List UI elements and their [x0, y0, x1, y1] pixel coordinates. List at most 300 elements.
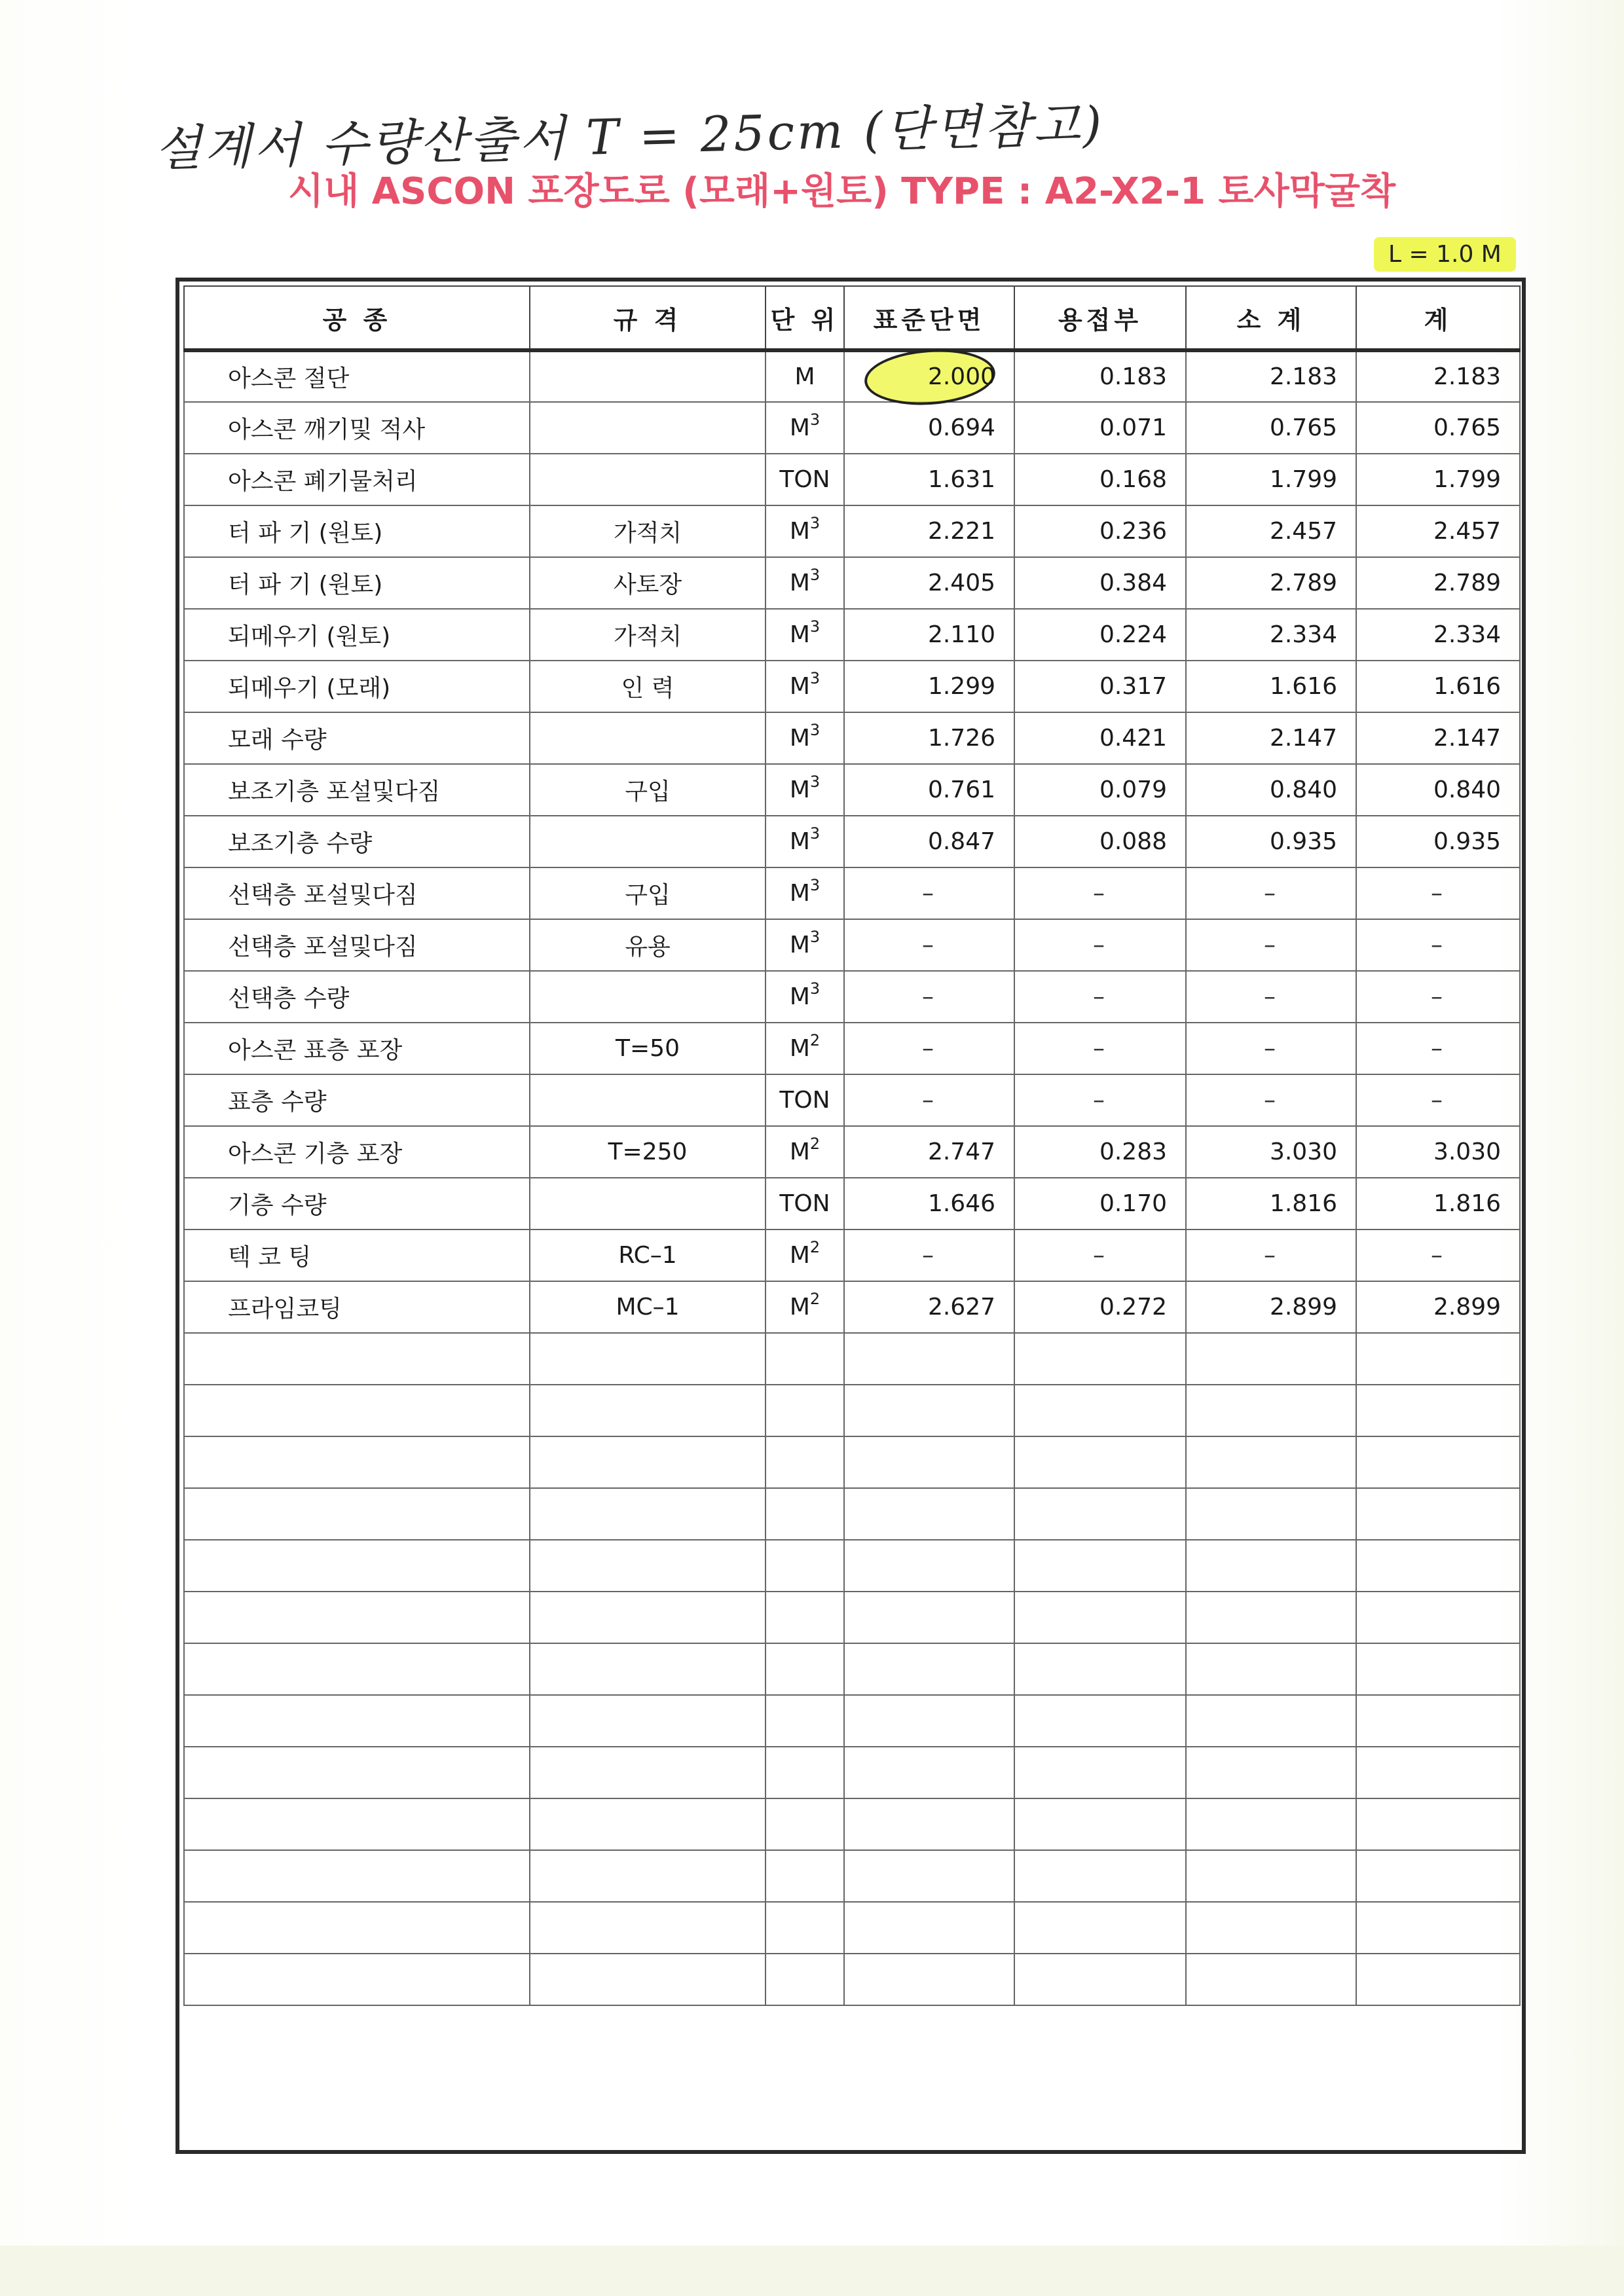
empty-table-row [184, 1643, 1520, 1695]
cell-unit [766, 661, 844, 712]
cell-total: – [1356, 1023, 1520, 1074]
empty-cell [1014, 1385, 1186, 1436]
empty-cell [1014, 1333, 1186, 1385]
cell-work-type: 보조기층 수량 [184, 816, 530, 867]
cell-spec [530, 1074, 766, 1126]
cell-unit [766, 816, 844, 867]
marked-value: 2.000 [927, 363, 995, 390]
cell-spec: 구입 [530, 764, 766, 816]
empty-cell [1014, 1902, 1186, 1954]
empty-cell [1014, 1850, 1186, 1902]
empty-cell [1014, 1798, 1186, 1850]
unit-exponent: 3 [809, 721, 821, 739]
header-work-type: 공 종 [184, 286, 530, 350]
cell-total: 2.457 [1356, 505, 1520, 557]
cell-work-type: 터 파 기 (원토) [184, 505, 530, 557]
cell-joint: 0.384 [1014, 557, 1186, 609]
page-title: 시내 ASCON 포장도로 (모래+원토) TYPE : A2-X2-1 토사막굴착 [288, 170, 1396, 213]
empty-cell [184, 1592, 530, 1643]
empty-cell [1356, 1695, 1520, 1747]
empty-cell [184, 1333, 530, 1385]
empty-cell [1014, 1643, 1186, 1695]
cell-unit [766, 402, 844, 454]
cell-standard-section: 1.631 [844, 454, 1014, 505]
cell-joint: 0.272 [1014, 1281, 1186, 1333]
cell-unit [766, 867, 844, 919]
cell-unit [766, 764, 844, 816]
empty-cell [844, 1385, 1014, 1436]
cell-joint: – [1014, 867, 1186, 919]
cell-spec: T=50 [530, 1023, 766, 1074]
cell-subtotal: 0.935 [1186, 816, 1356, 867]
unit-text: M [789, 1242, 810, 1269]
unit-text: M [794, 363, 815, 390]
cell-standard-section: 1.646 [844, 1178, 1014, 1230]
empty-cell [1356, 1385, 1520, 1436]
cell-total: – [1356, 1074, 1520, 1126]
unit-exponent: 3 [809, 410, 821, 429]
unit-text: M [789, 880, 810, 907]
cell-joint: – [1014, 919, 1186, 971]
table-row [184, 1126, 1520, 1178]
cell-work-type: 텍 코 팅 [184, 1230, 530, 1281]
cell-total: 0.935 [1356, 816, 1520, 867]
table-row [184, 919, 1520, 971]
unit-exponent: 3 [809, 566, 821, 584]
empty-table-row [184, 1333, 1520, 1385]
empty-cell [1014, 1747, 1186, 1798]
empty-cell [844, 1798, 1014, 1850]
empty-table-row [184, 1488, 1520, 1540]
header-spec: 규 격 [530, 286, 766, 350]
unit-text: M [789, 828, 810, 855]
cell-work-type: 프라임코팅 [184, 1281, 530, 1333]
cell-joint: 0.283 [1014, 1126, 1186, 1178]
cell-spec [530, 712, 766, 764]
empty-cell [1014, 1540, 1186, 1592]
unit-text: M [789, 414, 810, 441]
empty-cell [844, 1436, 1014, 1488]
cell-subtotal: – [1186, 971, 1356, 1023]
unit-text: M [789, 1294, 810, 1321]
unit-text: M [789, 932, 810, 958]
cell-standard-section: 2.110 [844, 609, 1014, 661]
cell-work-type: 아스콘 절단 [184, 350, 530, 402]
empty-cell [1356, 1436, 1520, 1488]
empty-cell [1356, 1540, 1520, 1592]
cell-joint: 0.183 [1014, 350, 1186, 402]
cell-total: 0.765 [1356, 402, 1520, 454]
empty-cell [1186, 1488, 1356, 1540]
table-row [184, 609, 1520, 661]
empty-cell [766, 1592, 844, 1643]
cell-standard-section: – [844, 867, 1014, 919]
cell-subtotal: 0.840 [1186, 764, 1356, 816]
empty-cell [530, 1850, 766, 1902]
table-row [184, 1023, 1520, 1074]
empty-cell [1186, 1385, 1356, 1436]
cell-total: 2.334 [1356, 609, 1520, 661]
unit-exponent: 3 [809, 773, 821, 791]
empty-cell [844, 1488, 1014, 1540]
cell-unit [766, 1178, 844, 1230]
cell-spec [530, 1178, 766, 1230]
unit-exponent: 3 [809, 876, 821, 894]
header-total: 계 [1356, 286, 1520, 350]
empty-cell [530, 1747, 766, 1798]
empty-cell [1186, 1747, 1356, 1798]
unit-exponent: 3 [809, 928, 821, 946]
empty-cell [1186, 1436, 1356, 1488]
empty-cell [1356, 1747, 1520, 1798]
empty-cell [844, 1540, 1014, 1592]
empty-cell [1356, 1643, 1520, 1695]
empty-cell [184, 1436, 530, 1488]
quantity-table [183, 285, 1521, 2006]
empty-cell [1186, 1540, 1356, 1592]
empty-cell [530, 1902, 766, 1954]
unit-text: M [789, 518, 810, 545]
cell-total: 2.183 [1356, 350, 1520, 402]
cell-subtotal: 1.799 [1186, 454, 1356, 505]
empty-table-row [184, 1954, 1520, 2005]
empty-cell [1014, 1436, 1186, 1488]
unit-text: TON [779, 1190, 830, 1217]
empty-cell [766, 1954, 844, 2005]
empty-cell [1014, 1592, 1186, 1643]
empty-cell [184, 1385, 530, 1436]
cell-work-type: 보조기층 포설및다짐 [184, 764, 530, 816]
empty-cell [1186, 1592, 1356, 1643]
cell-subtotal: – [1186, 1023, 1356, 1074]
cell-standard-section: 2.405 [844, 557, 1014, 609]
unit-exponent: 2 [809, 1238, 821, 1256]
empty-cell [1014, 1695, 1186, 1747]
cell-subtotal: 2.899 [1186, 1281, 1356, 1333]
cell-work-type: 터 파 기 (원토) [184, 557, 530, 609]
empty-cell [530, 1798, 766, 1850]
empty-cell [844, 1850, 1014, 1902]
cell-unit [766, 1126, 844, 1178]
cell-standard-section [844, 350, 1014, 402]
cell-spec: RC–1 [530, 1230, 766, 1281]
cell-subtotal: 2.789 [1186, 557, 1356, 609]
cell-joint: 0.079 [1014, 764, 1186, 816]
cell-work-type: 아스콘 깨기및 적사 [184, 402, 530, 454]
unit-exponent: 2 [809, 1290, 821, 1308]
cell-joint: – [1014, 1230, 1186, 1281]
empty-cell [184, 1747, 530, 1798]
cell-standard-section: 1.299 [844, 661, 1014, 712]
cell-standard-section: – [844, 1230, 1014, 1281]
header-standard-section: 표준단면 [844, 286, 1014, 350]
empty-cell [844, 1643, 1014, 1695]
length-note: L = 1.0 M [1374, 237, 1516, 272]
cell-unit [766, 1230, 844, 1281]
empty-cell [530, 1436, 766, 1488]
cell-joint: – [1014, 1023, 1186, 1074]
cell-spec [530, 971, 766, 1023]
cell-total: 1.616 [1356, 661, 1520, 712]
empty-cell [530, 1333, 766, 1385]
cell-spec [530, 816, 766, 867]
cell-total: – [1356, 1230, 1520, 1281]
empty-cell [1186, 1798, 1356, 1850]
cell-total: 1.799 [1356, 454, 1520, 505]
cell-work-type: 아스콘 표층 포장 [184, 1023, 530, 1074]
unit-exponent: 3 [809, 617, 821, 636]
cell-spec [530, 350, 766, 402]
empty-cell [766, 1333, 844, 1385]
empty-cell [1186, 1333, 1356, 1385]
empty-cell [766, 1902, 844, 1954]
cell-unit [766, 712, 844, 764]
cell-subtotal: – [1186, 919, 1356, 971]
cell-joint: 0.170 [1014, 1178, 1186, 1230]
cell-total: – [1356, 919, 1520, 971]
cell-standard-section: 1.726 [844, 712, 1014, 764]
header-unit: 단 위 [766, 286, 844, 350]
cell-spec: 인 력 [530, 661, 766, 712]
cell-joint: 0.224 [1014, 609, 1186, 661]
empty-cell [1356, 1850, 1520, 1902]
empty-table-row [184, 1436, 1520, 1488]
table-row [184, 1281, 1520, 1333]
cell-joint: 0.168 [1014, 454, 1186, 505]
empty-cell [1186, 1954, 1356, 2005]
unit-exponent: 3 [809, 669, 821, 687]
cell-subtotal: 3.030 [1186, 1126, 1356, 1178]
unit-exponent: 2 [809, 1031, 821, 1049]
empty-cell [766, 1488, 844, 1540]
table-row [184, 661, 1520, 712]
cell-spec: T=250 [530, 1126, 766, 1178]
cell-work-type: 아스콘 폐기물처리 [184, 454, 530, 505]
empty-cell [1186, 1902, 1356, 1954]
unit-exponent: 3 [809, 979, 821, 998]
cell-total: 3.030 [1356, 1126, 1520, 1178]
cell-unit [766, 557, 844, 609]
cell-total: 2.899 [1356, 1281, 1520, 1333]
table-header-row [184, 286, 1520, 350]
table-row [184, 557, 1520, 609]
cell-spec: 사토장 [530, 557, 766, 609]
empty-cell [530, 1540, 766, 1592]
cell-subtotal: – [1186, 1074, 1356, 1126]
empty-cell [184, 1850, 530, 1902]
empty-cell [184, 1902, 530, 1954]
handwritten-note: 설계서 수량산출서 T = 25cm (단면참고) [154, 96, 1105, 177]
cell-spec: MC–1 [530, 1281, 766, 1333]
cell-subtotal: – [1186, 1230, 1356, 1281]
empty-cell [184, 1643, 530, 1695]
empty-cell [766, 1385, 844, 1436]
cell-work-type: 기층 수량 [184, 1178, 530, 1230]
empty-table-row [184, 1798, 1520, 1850]
table-row [184, 350, 1520, 402]
empty-cell [766, 1747, 844, 1798]
empty-cell [530, 1954, 766, 2005]
cell-standard-section: – [844, 1074, 1014, 1126]
empty-cell [184, 1798, 530, 1850]
cell-standard-section: 2.627 [844, 1281, 1014, 1333]
cell-total: 1.816 [1356, 1178, 1520, 1230]
header-subtotal: 소 계 [1186, 286, 1356, 350]
empty-cell [1356, 1902, 1520, 1954]
table-row [184, 1074, 1520, 1126]
empty-cell [1186, 1643, 1356, 1695]
cell-subtotal: – [1186, 867, 1356, 919]
empty-cell [766, 1643, 844, 1695]
cell-work-type: 선택층 수량 [184, 971, 530, 1023]
empty-cell [1186, 1695, 1356, 1747]
cell-standard-section: 2.221 [844, 505, 1014, 557]
cell-joint: 0.088 [1014, 816, 1186, 867]
cell-work-type: 되메우기 (원토) [184, 609, 530, 661]
table-row [184, 505, 1520, 557]
cell-total: 2.789 [1356, 557, 1520, 609]
cell-standard-section: – [844, 1023, 1014, 1074]
empty-table-row [184, 1540, 1520, 1592]
table-row [184, 712, 1520, 764]
empty-cell [530, 1385, 766, 1436]
table-row [184, 454, 1520, 505]
cell-standard-section: 0.847 [844, 816, 1014, 867]
cell-total: – [1356, 867, 1520, 919]
empty-cell [844, 1592, 1014, 1643]
table-row [184, 816, 1520, 867]
empty-cell [1356, 1954, 1520, 2005]
cell-unit [766, 505, 844, 557]
cell-spec: 가적치 [530, 505, 766, 557]
cell-total: 0.840 [1356, 764, 1520, 816]
cell-joint: – [1014, 1074, 1186, 1126]
cell-unit [766, 454, 844, 505]
cell-standard-section: 0.761 [844, 764, 1014, 816]
cell-joint: – [1014, 971, 1186, 1023]
empty-cell [766, 1695, 844, 1747]
empty-cell [1356, 1488, 1520, 1540]
cell-unit [766, 971, 844, 1023]
cell-unit [766, 609, 844, 661]
cell-spec: 구입 [530, 867, 766, 919]
empty-cell [844, 1333, 1014, 1385]
unit-text: M [789, 673, 810, 700]
cell-unit [766, 919, 844, 971]
table-row [184, 402, 1520, 454]
header-joint: 용접부 [1014, 286, 1186, 350]
empty-cell [1014, 1488, 1186, 1540]
table-row [184, 1178, 1520, 1230]
cell-spec [530, 402, 766, 454]
cell-work-type: 아스콘 기층 포장 [184, 1126, 530, 1178]
empty-cell [530, 1695, 766, 1747]
table-body [184, 350, 1520, 2005]
cell-work-type: 선택층 포설및다짐 [184, 867, 530, 919]
cell-standard-section: – [844, 971, 1014, 1023]
unit-text: TON [779, 1087, 830, 1114]
unit-text: M [789, 1139, 810, 1165]
empty-cell [1356, 1798, 1520, 1850]
unit-exponent: 3 [809, 514, 821, 532]
cell-unit [766, 1074, 844, 1126]
unit-text: M [789, 983, 810, 1010]
unit-text: M [789, 725, 810, 752]
cell-standard-section: 0.694 [844, 402, 1014, 454]
cell-unit [766, 1281, 844, 1333]
empty-cell [1186, 1850, 1356, 1902]
empty-table-row [184, 1747, 1520, 1798]
cell-total: 2.147 [1356, 712, 1520, 764]
cell-joint: 0.421 [1014, 712, 1186, 764]
empty-cell [1356, 1592, 1520, 1643]
table-row [184, 1230, 1520, 1281]
unit-exponent: 3 [809, 824, 821, 843]
table-row [184, 764, 1520, 816]
cell-subtotal: 0.765 [1186, 402, 1356, 454]
bottom-strip [0, 2246, 1624, 2296]
empty-cell [1014, 1954, 1186, 2005]
empty-table-row [184, 1695, 1520, 1747]
cell-joint: 0.071 [1014, 402, 1186, 454]
cell-work-type: 되메우기 (모래) [184, 661, 530, 712]
empty-cell [530, 1488, 766, 1540]
empty-table-row [184, 1385, 1520, 1436]
empty-cell [530, 1592, 766, 1643]
unit-text: TON [779, 466, 830, 493]
empty-table-row [184, 1850, 1520, 1902]
empty-table-row [184, 1592, 1520, 1643]
cell-unit [766, 1023, 844, 1074]
empty-cell [766, 1798, 844, 1850]
cell-joint: 0.236 [1014, 505, 1186, 557]
cell-spec: 유용 [530, 919, 766, 971]
empty-cell [844, 1954, 1014, 2005]
unit-exponent: 2 [809, 1135, 821, 1153]
unit-text: M [789, 570, 810, 596]
cell-standard-section: – [844, 919, 1014, 971]
empty-cell [844, 1902, 1014, 1954]
empty-cell [184, 1540, 530, 1592]
table-row [184, 971, 1520, 1023]
empty-cell [184, 1695, 530, 1747]
cell-subtotal: 1.816 [1186, 1178, 1356, 1230]
cell-unit [766, 350, 844, 402]
empty-cell [1356, 1333, 1520, 1385]
empty-cell [766, 1540, 844, 1592]
cell-standard-section: 2.747 [844, 1126, 1014, 1178]
cell-subtotal: 2.334 [1186, 609, 1356, 661]
cell-subtotal: 2.183 [1186, 350, 1356, 402]
empty-table-row [184, 1902, 1520, 1954]
empty-cell [844, 1695, 1014, 1747]
empty-cell [184, 1954, 530, 2005]
empty-cell [184, 1488, 530, 1540]
cell-subtotal: 2.457 [1186, 505, 1356, 557]
cell-work-type: 표층 수량 [184, 1074, 530, 1126]
unit-text: M [789, 1035, 810, 1062]
cell-subtotal: 2.147 [1186, 712, 1356, 764]
table-row [184, 867, 1520, 919]
empty-cell [766, 1436, 844, 1488]
empty-cell [530, 1643, 766, 1695]
empty-cell [766, 1850, 844, 1902]
empty-cell [844, 1747, 1014, 1798]
cell-total: – [1356, 971, 1520, 1023]
cell-work-type: 모래 수량 [184, 712, 530, 764]
cell-spec: 가적치 [530, 609, 766, 661]
unit-text: M [789, 621, 810, 648]
